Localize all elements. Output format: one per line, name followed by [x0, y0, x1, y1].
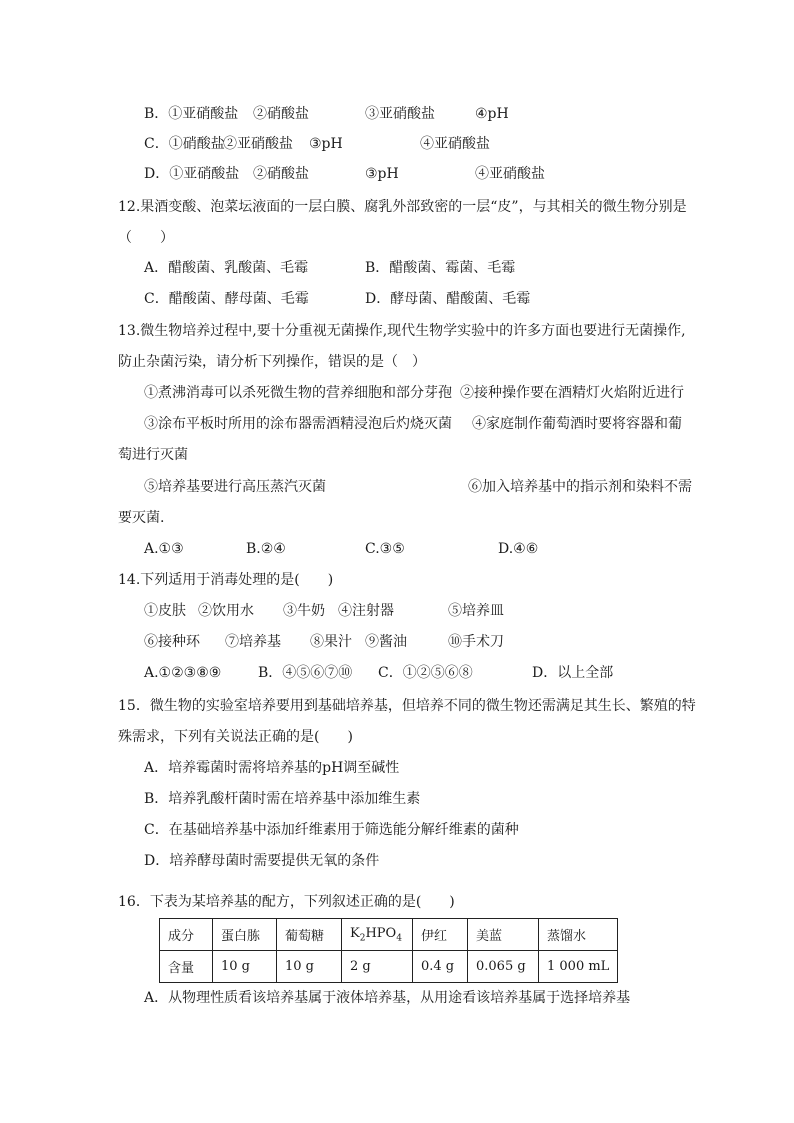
q11-option-b-3: ③亚硝酸盐 [365, 106, 435, 122]
table-header-cell: 蒸馏水 [539, 919, 618, 951]
q15-option-a: A．培养霉菌时需将培养基的pH调至碱性 [144, 760, 400, 776]
table-cell: 含量 [160, 951, 213, 983]
q13-option-a: A.①③ [144, 541, 184, 557]
q13-option-d: D.④⑥ [498, 541, 539, 557]
q13-item-6a: ⑥加入培养基中的指示剂和染料不需 [468, 479, 692, 495]
q14-option-d: D．以上全部 [532, 665, 614, 681]
q14-item-3: ③牛奶 [283, 603, 325, 619]
q13-stem-line1: 13.微生物培养过程中,要十分重视无菌操作,现代生物学实验中的许多方面也要进行无菌操作, [118, 323, 686, 339]
q14-item-10: ⑩手术刀 [448, 634, 504, 650]
q14-option-c: C．①②⑤⑥⑧ [378, 665, 473, 681]
q13-item-3: ③涂布平板时所用的涂布器需酒精浸泡后灼烧灭菌 [144, 416, 452, 432]
table-header-cell: 伊红 [413, 919, 468, 951]
q13-item-4b: 萄进行灭菌 [118, 447, 188, 463]
q11-option-c-3: ③pH [309, 136, 343, 152]
q13-item-6b: 要灭菌. [118, 510, 165, 526]
table-header-cell: 蛋白胨 [213, 919, 277, 951]
q13-item-4a: ④家庭制作葡萄酒时要将容器和葡 [472, 416, 682, 432]
q14-item-9: ⑨酱油 [365, 634, 407, 650]
q14-item-8: ⑧果汁 [310, 634, 352, 650]
table-cell: 2 g [342, 951, 413, 983]
q13-item-1: ①煮沸消毒可以杀死微生物的营养细胞和部分芽孢 [144, 385, 452, 401]
q12-option-d: D．酵母菌、醋酸菌、毛霉 [365, 291, 531, 307]
q13-option-c: C.③⑤ [365, 541, 405, 557]
q14-item-1: ①皮肤 [144, 603, 186, 619]
table-header-cell: 成分 [160, 919, 213, 951]
q14-item-4: ④注射器 [338, 603, 394, 619]
q11-option-c-2: ②亚硝酸盐 [223, 136, 293, 152]
q14-option-b: B．④⑤⑥⑦⑩ [258, 665, 353, 681]
q13-option-b: B.②④ [246, 541, 286, 557]
table-header-cell-k2hpo4: $K_2HPO_4$ [342, 919, 413, 951]
q11-option-c-4: ④亚硝酸盐 [420, 136, 490, 152]
q15-stem-line2: 殊需求，下列有关说法正确的是( ) [118, 729, 353, 745]
table-cell: 10 g [277, 951, 342, 983]
q11-option-b-4: ④pH [475, 106, 509, 122]
q12-option-a: A．醋酸菌、乳酸菌、毛霉 [144, 260, 309, 276]
q11-option-b-2: ②硝酸盐 [253, 106, 309, 122]
q15-option-b: B．培养乳酸杆菌时需在培养基中添加维生素 [144, 791, 421, 807]
q14-item-6: ⑥接种环 [144, 634, 200, 650]
q16-option-a: A．从物理性质看该培养基属于液体培养基，从用途看该培养基属于选择培养基 [144, 990, 631, 1006]
table-header-row [160, 919, 618, 951]
q14-option-a: A.①②③⑧⑨ [144, 665, 222, 681]
q11-option-c-1: C．①硝酸盐 [144, 136, 225, 152]
table-row [160, 951, 618, 983]
q11-option-d-1: D．①亚硝酸盐 [144, 166, 240, 182]
q15-option-c: C．在基础培养基中添加纤维素用于筛选能分解纤维素的菌种 [144, 822, 519, 838]
table-cell: 0.065 g [468, 951, 539, 983]
q13-item-2: ②接种操作要在酒精灯火焰附近进行 [460, 385, 684, 401]
q13-item-5: ⑤培养基要进行高压蒸汽灭菌 [144, 479, 326, 495]
q16-stem: 16．下表为某培养基的配方，下列叙述正确的是( ) [118, 894, 455, 910]
table-header-cell: 葡萄糖 [277, 919, 342, 951]
q14-item-5: ⑤培养皿 [448, 603, 504, 619]
q14-item-7: ⑦培养基 [225, 634, 281, 650]
q12-option-c: C．醋酸菌、酵母菌、毛霉 [144, 291, 309, 307]
q13-stem-line2: 防止杂菌污染，请分析下列操作，错误的是（ ） [118, 354, 426, 370]
table-header-cell: 美蓝 [468, 919, 539, 951]
q14-stem: 14.下列适用于消毒处理的是( ) [118, 572, 334, 588]
table-cell: 10 g [213, 951, 277, 983]
q15-stem-line1: 15．微生物的实验室培养要用到基础培养基，但培养不同的微生物还需满足其生长、繁殖的特 [118, 698, 696, 714]
q12-stem-line2: （ ） [118, 230, 174, 246]
q15-option-d: D．培养酵母菌时需要提供无氧的条件 [144, 853, 380, 869]
q14-item-2: ②饮用水 [198, 603, 254, 619]
q11-option-d-2: ②硝酸盐 [253, 166, 309, 182]
q11-option-d-4: ④亚硝酸盐 [475, 166, 545, 182]
table-cell: 0.4 g [413, 951, 468, 983]
table-cell: 1 000 mL [539, 951, 618, 983]
q12-option-b: B．醋酸菌、霉菌、毛霉 [365, 260, 516, 276]
q11-option-d-3: ③pH [365, 166, 399, 182]
q12-stem-line1: 12.果酒变酸、泡菜坛液面的一层白膜、腐乳外部致密的一层“皮”，与其相关的微生物分别是 [118, 199, 687, 215]
q11-option-b-1: B．①亚硝酸盐 [144, 106, 239, 122]
medium-recipe-table [159, 918, 618, 983]
